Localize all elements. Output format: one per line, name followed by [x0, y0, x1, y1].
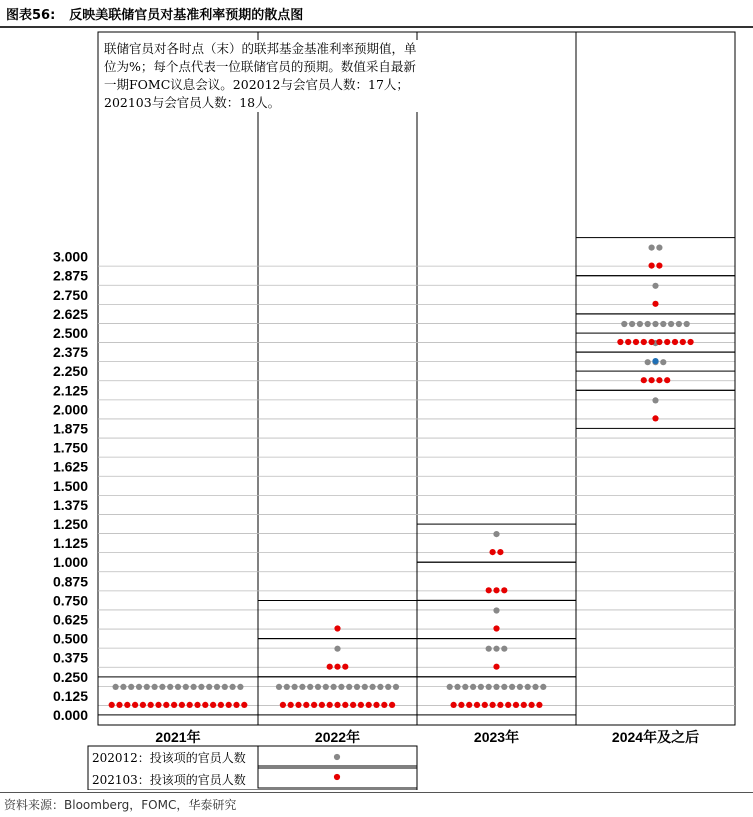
dot-202012 — [637, 321, 643, 327]
y-tick-label: 2.000 — [52, 401, 88, 418]
dot-202012 — [338, 684, 344, 690]
dot-202103 — [649, 339, 655, 345]
dot-202012 — [393, 684, 399, 690]
dot-202103 — [116, 702, 122, 708]
dot-202012 — [175, 684, 181, 690]
dot-202103 — [501, 587, 507, 593]
dot-202103 — [187, 702, 193, 708]
dot-202012 — [649, 245, 655, 251]
dot-202103 — [389, 702, 395, 708]
dot-202012 — [493, 607, 499, 613]
dot-202012 — [540, 684, 546, 690]
dot-202012 — [462, 684, 468, 690]
y-tick-label: 1.000 — [52, 554, 88, 571]
figure-title-text: 反映美联储官员对基准利率预期的散点图 — [69, 8, 304, 23]
dot-202012 — [447, 684, 453, 690]
y-tick-label: 1.250 — [52, 516, 88, 532]
dot-202103 — [342, 664, 348, 670]
dot-202012 — [385, 684, 391, 690]
value-box — [576, 238, 735, 276]
dot-202103 — [132, 702, 138, 708]
dot-202103 — [652, 415, 658, 421]
dot-202103 — [295, 702, 301, 708]
dot-202103 — [486, 587, 492, 593]
y-tick-label: 2.750 — [52, 286, 88, 303]
dot-202012 — [362, 684, 368, 690]
y-tick-label: 2.625 — [52, 305, 88, 322]
value-box — [417, 601, 576, 639]
value-box — [258, 639, 417, 677]
value-box — [576, 276, 735, 314]
dot-202103 — [218, 702, 224, 708]
dot-202103 — [334, 664, 340, 670]
dot-202012 — [136, 684, 142, 690]
value-box — [258, 601, 417, 639]
dot-202103 — [280, 702, 286, 708]
y-tick-label: 0.000 — [52, 707, 88, 723]
dot-202103 — [641, 377, 647, 383]
dot-202012 — [454, 684, 460, 690]
dot-202012 — [183, 684, 189, 690]
x-category-label: 2022年 — [314, 729, 361, 745]
y-tick-label: 0.750 — [52, 592, 88, 609]
y-tick-label: 2.250 — [52, 363, 88, 380]
source-note: 资料来源：Bloomberg，FOMC，华泰研究 — [4, 798, 237, 812]
source-rule — [0, 792, 753, 793]
dot-202012 — [237, 684, 243, 690]
dot-202103 — [210, 702, 216, 708]
y-tick-label: 0.250 — [52, 668, 88, 685]
dot-202103 — [342, 702, 348, 708]
dot-202103 — [327, 664, 333, 670]
dot-202103 — [656, 339, 662, 345]
dot-202103 — [652, 301, 658, 307]
dot-202103 — [490, 702, 496, 708]
dot-202103 — [672, 339, 678, 345]
x-category-label: 2024年及之后 — [611, 729, 700, 745]
dot-202103 — [366, 702, 372, 708]
dot-202012 — [144, 684, 150, 690]
dot-202012 — [501, 646, 507, 652]
dot-202103 — [493, 587, 499, 593]
dot-202012 — [128, 684, 134, 690]
dot-202103 — [513, 702, 519, 708]
dot-202012 — [629, 321, 635, 327]
dot-202103 — [334, 625, 340, 631]
dot-202012 — [284, 684, 290, 690]
x-category-label: 2023年 — [473, 729, 520, 745]
dot-202103 — [656, 377, 662, 383]
dot-202103 — [179, 702, 185, 708]
legend-item-202103 — [88, 768, 418, 790]
dot-202103 — [171, 702, 177, 708]
y-tick-label: 0.500 — [52, 630, 88, 647]
dot-202012 — [159, 684, 165, 690]
dot-202103 — [490, 549, 496, 555]
dot-202103 — [350, 702, 356, 708]
dot-202103 — [303, 702, 309, 708]
dot-202103 — [148, 702, 154, 708]
dot-202103 — [521, 702, 527, 708]
dot-202103 — [288, 702, 294, 708]
dot-202012 — [315, 684, 321, 690]
dot-202012 — [478, 684, 484, 690]
dot-202012 — [668, 321, 674, 327]
value-box — [576, 390, 735, 428]
dot-202103 — [505, 702, 511, 708]
figure-number: 图表56: — [6, 8, 56, 23]
dot-202012 — [377, 684, 383, 690]
dot-202103 — [124, 702, 130, 708]
y-tick-label: 3.000 — [52, 248, 88, 265]
chart-note: 联储官员对各时点（末）的联邦基金基准利率预期值，单位为%；每个点代表一位联储官员的预期。数值采自最新一期FOMC议息会议。202012与会官员人数：17人；202103与会官员人数：18人。 — [100, 40, 426, 112]
dot-202012 — [152, 684, 158, 690]
dot-202103 — [664, 377, 670, 383]
dot-202103 — [311, 702, 317, 708]
dot-202103 — [633, 339, 639, 345]
dot-202103 — [536, 702, 542, 708]
dot-202012 — [676, 321, 682, 327]
dot-202103 — [458, 702, 464, 708]
dot-202012 — [656, 245, 662, 251]
dot-202103 — [529, 702, 535, 708]
y-tick-label: 1.875 — [52, 420, 88, 437]
dot-202103 — [381, 702, 387, 708]
dot-202103 — [664, 339, 670, 345]
dot-202103 — [680, 339, 686, 345]
dot-202012 — [501, 684, 507, 690]
dot-202012 — [652, 283, 658, 289]
dot-202103 — [482, 702, 488, 708]
dot-202103 — [649, 263, 655, 269]
dot-202012 — [307, 684, 313, 690]
dot-202012 — [532, 684, 538, 690]
dot-202103 — [497, 549, 503, 555]
dot-202103 — [617, 339, 623, 345]
y-tick-label: 0.125 — [52, 687, 88, 704]
dot-202103 — [194, 702, 200, 708]
dot-202012 — [660, 359, 666, 365]
dot-202103 — [493, 664, 499, 670]
dot-202012 — [346, 684, 352, 690]
dot-202103 — [327, 702, 333, 708]
y-tick-label: 1.750 — [52, 439, 88, 456]
dot-202103 — [466, 702, 472, 708]
dot-202012 — [684, 321, 690, 327]
dot-202012 — [652, 397, 658, 403]
dot-202012 — [645, 359, 651, 365]
dot-202103 — [688, 339, 694, 345]
dot-202012 — [517, 684, 523, 690]
y-tick-label: 0.875 — [52, 573, 88, 590]
dot-202103 — [202, 702, 208, 708]
dot-202103 — [163, 702, 169, 708]
dot-202012 — [292, 684, 298, 690]
dot-202103 — [241, 702, 247, 708]
dot-202103 — [451, 702, 457, 708]
y-tick-label: 0.375 — [52, 649, 88, 666]
y-tick-label: 0.625 — [52, 611, 88, 628]
dot-202103 — [319, 702, 325, 708]
dot-202012 — [525, 684, 531, 690]
y-tick-label: 1.375 — [52, 496, 88, 513]
dot-202012 — [652, 321, 658, 327]
value-box — [258, 677, 417, 715]
dot-202012 — [354, 684, 360, 690]
dot-202012 — [470, 684, 476, 690]
dot-202103 — [226, 702, 232, 708]
dot-202103 — [652, 358, 658, 364]
dot-202012 — [206, 684, 212, 690]
dot-202012 — [198, 684, 204, 690]
dot-202012 — [214, 684, 220, 690]
dot-202012 — [167, 684, 173, 690]
dot-202012 — [621, 321, 627, 327]
dot-202012 — [334, 646, 340, 652]
legend-label-202012: 202012：投该项的官员人数 — [92, 751, 246, 765]
y-tick-label: 1.500 — [52, 477, 88, 494]
value-box — [417, 639, 576, 677]
dot-202012 — [493, 646, 499, 652]
x-category-label: 2021年 — [155, 729, 201, 745]
dot-202103 — [474, 702, 480, 708]
dot-202103 — [109, 702, 115, 708]
dot-202103 — [233, 702, 239, 708]
dot-202012 — [299, 684, 305, 690]
dot-202103 — [140, 702, 146, 708]
dot-202012 — [113, 684, 119, 690]
value-box — [417, 677, 576, 715]
dot-202012 — [645, 321, 651, 327]
dot-202012 — [493, 531, 499, 537]
y-tick-label: 2.125 — [52, 382, 88, 399]
dot-202103 — [334, 702, 340, 708]
dot-202103 — [497, 702, 503, 708]
dot-202012 — [486, 684, 492, 690]
dot-202103 — [625, 339, 631, 345]
value-box — [98, 677, 258, 715]
dot-202012 — [222, 684, 228, 690]
dot-202012 — [331, 684, 337, 690]
dot-202012 — [191, 684, 197, 690]
dot-202012 — [370, 684, 376, 690]
dot-202012 — [493, 684, 499, 690]
y-tick-label: 2.500 — [52, 325, 88, 341]
dot-202012 — [486, 646, 492, 652]
dot-202103 — [358, 702, 364, 708]
dot-202012 — [509, 684, 515, 690]
dot-202012 — [323, 684, 329, 690]
dot-202103 — [493, 625, 499, 631]
dot-202103 — [373, 702, 379, 708]
dot-202103 — [649, 377, 655, 383]
dot-202103 — [641, 339, 647, 345]
y-tick-label: 2.375 — [52, 344, 88, 361]
value-box — [417, 562, 576, 600]
legend-label-202103: 202103：投该项的官员人数 — [92, 773, 246, 787]
dot-202012 — [230, 684, 236, 690]
y-tick-label: 1.125 — [52, 535, 88, 552]
dot-202012 — [276, 684, 282, 690]
dot-202103 — [155, 702, 161, 708]
value-box — [417, 524, 576, 562]
dot-202103 — [656, 263, 662, 269]
dot-202012 — [660, 321, 666, 327]
legend-item-202012 — [88, 746, 418, 768]
legend — [88, 746, 418, 790]
dot-202012 — [120, 684, 126, 690]
y-tick-label: 2.875 — [52, 267, 88, 284]
y-tick-label: 1.625 — [52, 458, 88, 475]
